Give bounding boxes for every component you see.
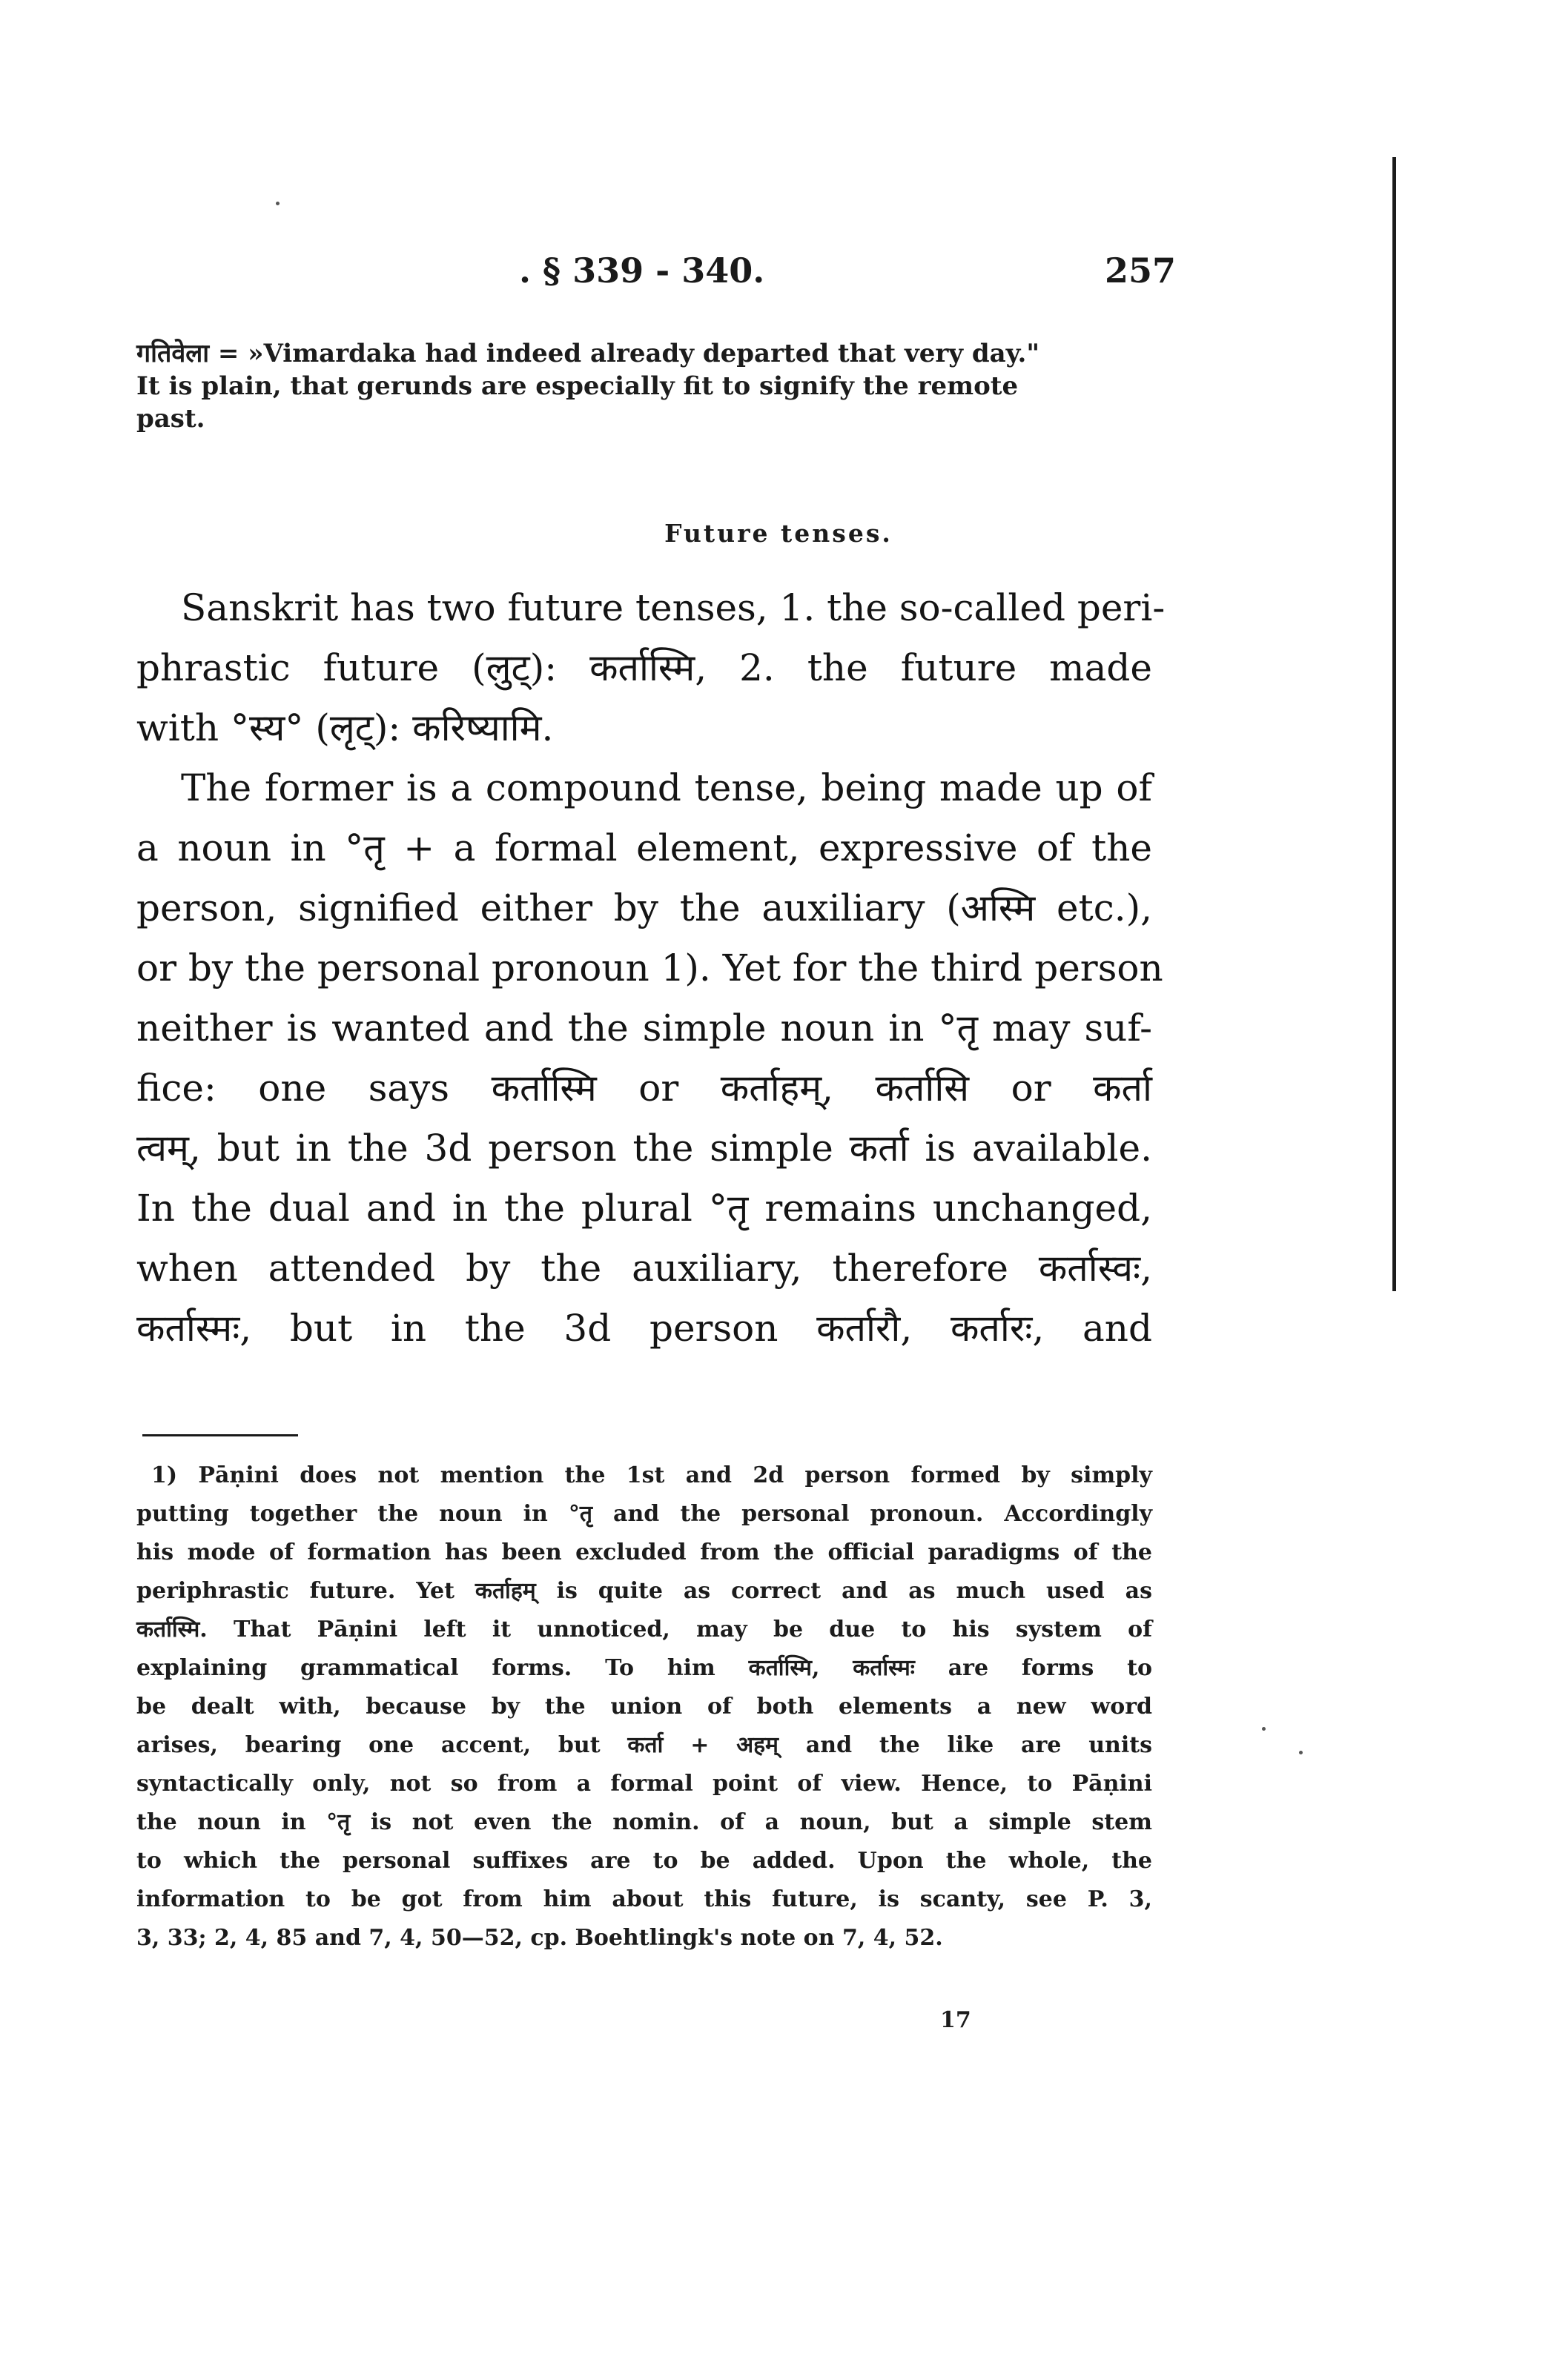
running-header bbox=[0, 251, 1557, 302]
footnote-line: 1) Pāṇini does not mention the 1st and 2d person formed by simply bbox=[151, 1462, 1152, 1488]
text-line: past. bbox=[136, 404, 205, 434]
footnote-divider bbox=[142, 1434, 298, 1436]
continued-paragraph bbox=[136, 337, 1152, 435]
footnote-line: his mode of formation has been excluded from the official paradigms of the bbox=[136, 1539, 1152, 1565]
text-line: fice: one says कर्तास्मि or कर्ताहम्, कर्तासि or कर्ता bbox=[136, 1067, 1152, 1110]
text-line: The former is a compound tense, being made up of bbox=[181, 766, 1152, 809]
footnote-line: the noun in °तृ is not even the nomin. of a noun, but a simple stem bbox=[136, 1809, 1152, 1835]
text-line: neither is wanted and the simple noun in °तृ may suf- bbox=[136, 1007, 1152, 1050]
scan-speck bbox=[1262, 1727, 1266, 1731]
footnote-line: putting together the noun in °तृ and the personal pronoun. Accordingly bbox=[136, 1501, 1152, 1527]
section-number: . § 339 - 340. bbox=[519, 251, 765, 291]
footnote-line: 3, 33; 2, 4, 85 and 7, 4, 50—52, cp. Boehtlingk's note on 7, 4, 52. bbox=[136, 1925, 943, 1951]
footnote-line: to which the personal suffixes are to be added. Upon the whole, the bbox=[136, 1848, 1152, 1874]
section-title: Future tenses. bbox=[664, 519, 893, 548]
text-line: It is plain, that gerunds are especially fit to signify the remote bbox=[136, 371, 1019, 401]
text-line: गतिवेला = »Vimardaka had indeed already departed that very day." bbox=[136, 339, 1040, 368]
page-number: 257 bbox=[1105, 251, 1177, 291]
text-line: कर्तास्मः, but in the 3d person कर्तारौ, कर्तारः, and bbox=[136, 1307, 1152, 1350]
text-line: phrastic future (लुट्): कर्तास्मि, 2. the future made bbox=[136, 646, 1152, 689]
scan-edge-line bbox=[1392, 157, 1396, 1291]
text-line: त्वम्, but in the 3d person the simple कर्ता is available. bbox=[136, 1127, 1152, 1170]
text-line: when attended by the auxiliary, therefore कर्तास्वः, bbox=[136, 1247, 1152, 1290]
text-line: a noun in °तृ + a formal element, expressive of the bbox=[136, 826, 1152, 869]
sheet-signature: 17 bbox=[940, 2007, 971, 2033]
footnote-line: be dealt with, because by the union of both elements a new word bbox=[136, 1694, 1152, 1720]
scan-speck bbox=[276, 202, 280, 205]
text-line: In the dual and in the plural °तृ remains unchanged, bbox=[136, 1187, 1152, 1230]
scan-speck bbox=[1299, 1751, 1303, 1754]
text-line: Sanskrit has two future tenses, 1. the so-called peri- bbox=[181, 586, 1166, 629]
footnote-line: periphrastic future. Yet कर्ताहम् is quite as correct and as much used as bbox=[136, 1578, 1152, 1604]
text-line: person, signified either by the auxiliary (अस्मि etc.), bbox=[136, 886, 1152, 929]
text-line: or by the personal pronoun 1). Yet for the third person bbox=[136, 947, 1163, 990]
body-text bbox=[136, 578, 1166, 1359]
footnotes bbox=[136, 1456, 1152, 1958]
text-line: with °स्य° (लृट्): करिष्यामि. bbox=[136, 706, 554, 749]
footnote-line: कर्तास्मि. That Pāṇini left it unnoticed, may be due to his system of bbox=[136, 1617, 1152, 1643]
footnote-line: syntactically only, not so from a formal point of view. Hence, to Pāṇini bbox=[136, 1771, 1152, 1797]
footnote-line: explaining grammatical forms. To him कर्तास्मि, कर्तास्मः are forms to bbox=[136, 1655, 1152, 1681]
footnote-line: arises, bearing one accent, but कर्ता + अहम् and the like are units bbox=[136, 1732, 1152, 1758]
footnote-line: information to be got from him about this future, is scanty, see P. 3, bbox=[136, 1886, 1152, 1912]
